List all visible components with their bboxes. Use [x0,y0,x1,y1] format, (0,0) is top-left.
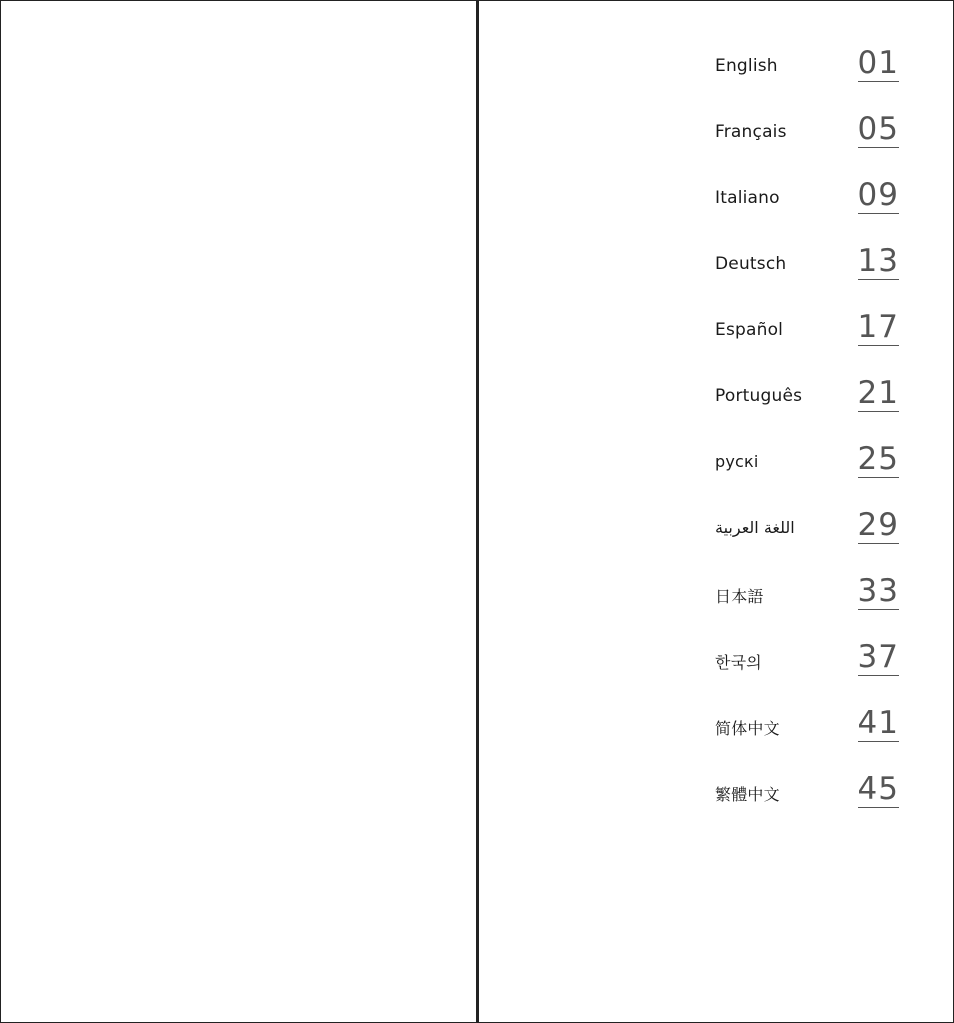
page-number: 45 [857,771,899,807]
toc-row-italian[interactable] [715,177,899,243]
page-number: 37 [857,639,899,675]
toc-row-german[interactable] [715,243,899,309]
language-label: Deutsch [715,254,787,274]
page-number: 33 [857,573,899,609]
toc-row-korean[interactable] [715,639,899,705]
page-number: 01 [857,45,899,81]
language-label: English [715,56,778,76]
toc-row-japanese[interactable] [715,573,899,639]
language-label: Español [715,320,784,340]
toc-row-russian[interactable] [715,441,899,507]
language-label: Português [715,386,803,406]
language-label: руcкi [715,452,759,471]
toc-row-english[interactable] [715,45,899,111]
language-label: Français [715,122,787,142]
toc-row-french[interactable] [715,111,899,177]
toc-row-arabic[interactable] [715,507,899,573]
language-label: اللغة العربية [715,518,795,537]
toc-row-traditional-chinese[interactable] [715,771,899,837]
language-label: 简体中文 [715,719,780,738]
language-label: 한국의 [715,653,762,672]
page-number: 29 [857,507,899,543]
page-number: 17 [857,309,899,345]
language-label: 繁體中文 [715,785,780,804]
page-number: 41 [857,705,899,741]
page-number: 21 [857,375,899,411]
toc-row-spanish[interactable] [715,309,899,375]
page-number: 25 [857,441,899,477]
toc-row-simplified-chinese[interactable] [715,705,899,771]
language-label: 日本語 [715,587,764,606]
page-number: 05 [857,111,899,147]
page-number: 13 [857,243,899,279]
language-toc [715,45,899,837]
page-number: 09 [857,177,899,213]
language-label: Italiano [715,188,780,208]
toc-row-portuguese[interactable] [715,375,899,441]
right-page [479,1,953,1022]
left-page-blank [1,1,476,1022]
